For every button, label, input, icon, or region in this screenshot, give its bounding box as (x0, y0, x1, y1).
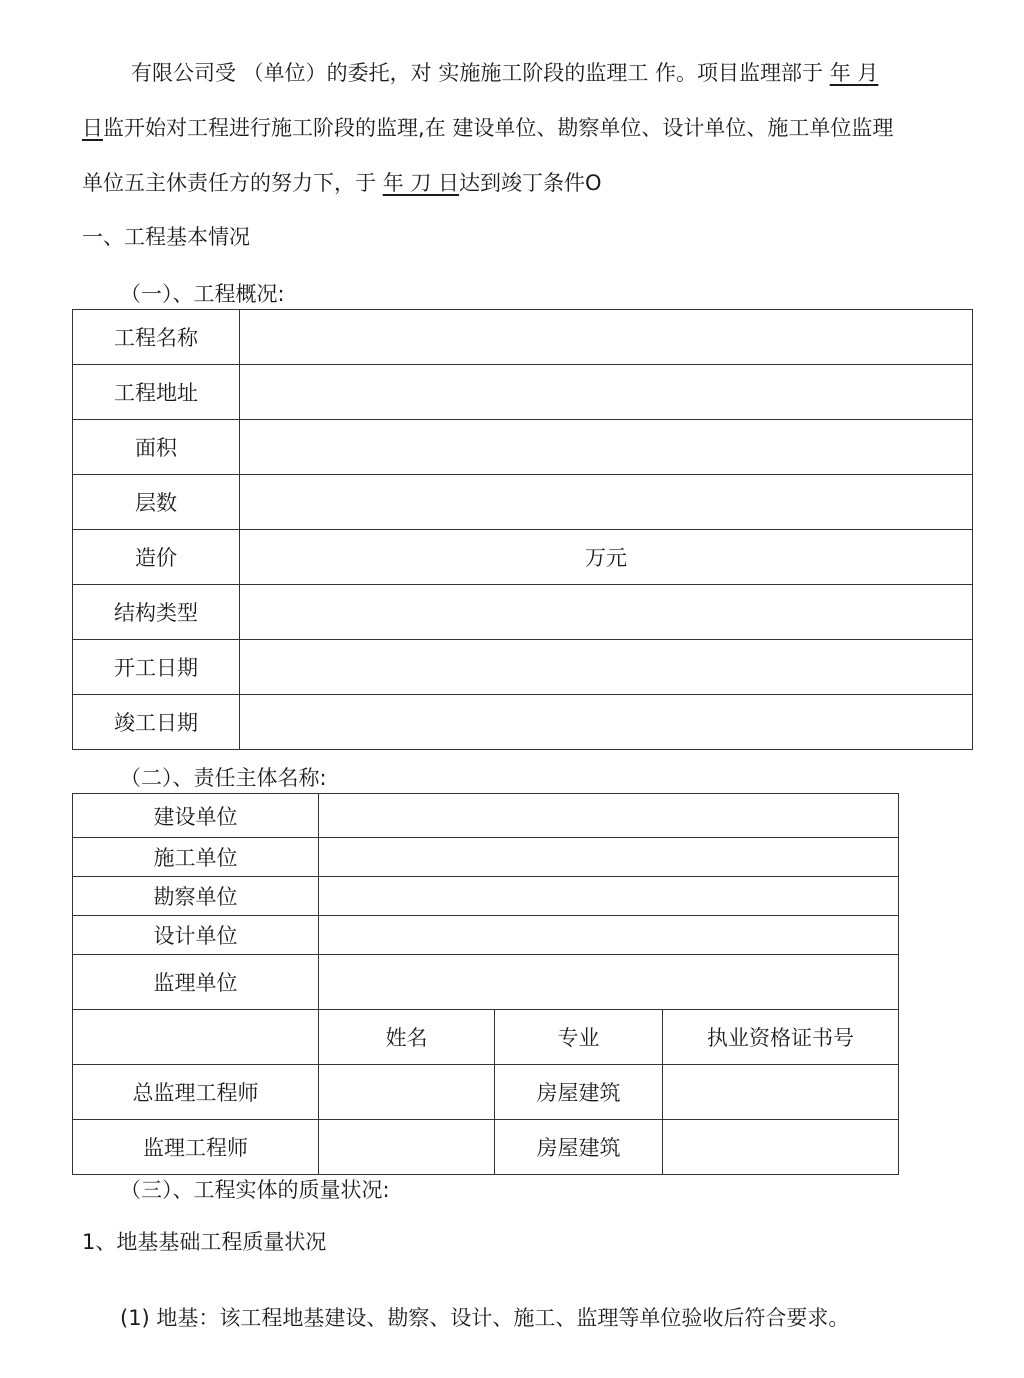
cert-cell (663, 1120, 899, 1175)
table-row (73, 695, 973, 750)
section-heading: 一、工程基本情况 (82, 225, 250, 249)
table-row (73, 640, 973, 695)
table-row (73, 838, 899, 877)
date-blank: 日 (82, 116, 103, 140)
row-label: 层数 (73, 475, 240, 530)
subsection-heading: （三）、工程实体的质量状况: (120, 1178, 390, 1202)
row-value (240, 365, 973, 420)
row-value (240, 640, 973, 695)
table-row (73, 420, 973, 475)
row-value: 万元 (240, 530, 973, 585)
row-value (240, 475, 973, 530)
role-label: 总监理工程师 (73, 1065, 319, 1120)
table-row (73, 955, 899, 1010)
table-row (73, 916, 899, 955)
row-label: 设计单位 (73, 916, 319, 955)
role-label: 监理工程师 (73, 1120, 319, 1175)
column-header: 姓名 (319, 1010, 495, 1065)
row-label: 开工日期 (73, 640, 240, 695)
row-value (319, 955, 899, 1010)
column-header: 专业 (495, 1010, 663, 1065)
intro-text: 单位五主休责任方的努力下，于 (82, 171, 383, 195)
intro-line-2 (82, 114, 893, 142)
row-label: 竣工日期 (73, 695, 240, 750)
table-row (73, 1065, 899, 1120)
row-value (319, 794, 899, 838)
overview-table (72, 309, 973, 750)
subsection-heading: （二）、责任主体名称: (120, 766, 327, 790)
row-value (240, 585, 973, 640)
item-text: (1) 地基：该工程地基建设、勘察、设计、施工、监理等单位验收后符合要求。 (120, 1306, 850, 1330)
column-header: 执业资格证书号 (663, 1010, 899, 1065)
row-label: 结构类型 (73, 585, 240, 640)
row-label: 造价 (73, 530, 240, 585)
row-label: 工程地址 (73, 365, 240, 420)
date-blank: 年 月 (829, 61, 879, 85)
intro-text: 达到竣丁条件O (459, 171, 602, 195)
row-value (319, 877, 899, 916)
intro-line-3 (82, 169, 602, 197)
date-blank: 年 刀 日 (382, 171, 460, 195)
table-row (73, 365, 973, 420)
table-row (73, 530, 973, 585)
row-value (240, 695, 973, 750)
cert-cell (663, 1065, 899, 1120)
name-cell (319, 1120, 495, 1175)
item-heading: 1、地基基础工程质量状况 (82, 1230, 327, 1254)
major-cell: 房屋建筑 (495, 1065, 663, 1120)
intro-text: 监开始对工程进行施工阶段的监理,在 建设单位、勘察单位、设计单位、施工单位监理 (103, 116, 894, 140)
name-cell (319, 1065, 495, 1120)
table-row (73, 585, 973, 640)
row-label: 面积 (73, 420, 240, 475)
empty-cell (73, 1010, 319, 1065)
row-value (319, 838, 899, 877)
row-label: 建设单位 (73, 794, 319, 838)
row-label: 施工单位 (73, 838, 319, 877)
major-cell: 房屋建筑 (495, 1120, 663, 1175)
table-row (73, 877, 899, 916)
table-header-row (73, 1010, 899, 1065)
parties-table (72, 793, 899, 1175)
table-row (73, 794, 899, 838)
row-label: 勘察单位 (73, 877, 319, 916)
table-row (73, 475, 973, 530)
row-value (240, 420, 973, 475)
row-value (240, 310, 973, 365)
table-row (73, 1120, 899, 1175)
subsection-heading: （一）、工程概况: (120, 282, 285, 306)
row-label: 工程名称 (73, 310, 240, 365)
row-value (319, 916, 899, 955)
row-label: 监理单位 (73, 955, 319, 1010)
table-row (73, 310, 973, 365)
intro-text: 有限公司受 （单位）的委托，对 实施施工阶段的监理工 作。项目监理部于 (131, 61, 830, 85)
intro-line-1 (131, 59, 878, 87)
